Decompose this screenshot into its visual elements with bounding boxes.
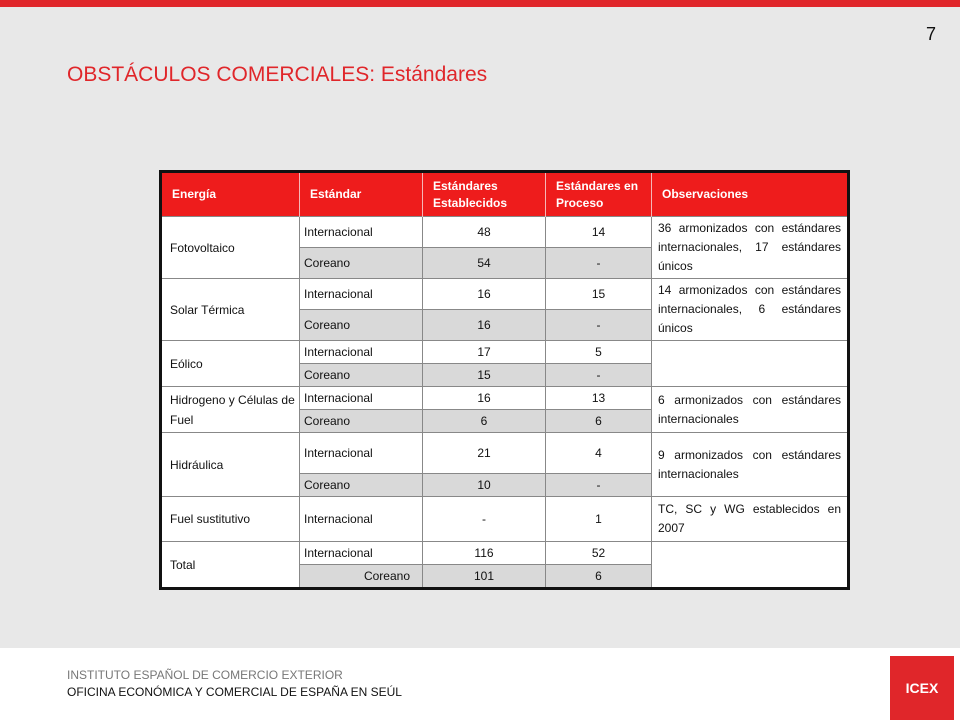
- established-cell: -: [423, 497, 546, 542]
- standard-cell: Coreano: [300, 474, 423, 497]
- standard-cell: Internacional: [300, 341, 423, 364]
- established-cell: 21: [423, 433, 546, 474]
- established-cell: 16: [423, 279, 546, 310]
- energy-cell: Fuel sustitutivo: [161, 497, 300, 542]
- table-row: [161, 341, 849, 364]
- in-process-cell: -: [546, 364, 652, 387]
- top-accent-bar: [0, 0, 960, 7]
- footer-institute: INSTITUTO ESPAÑOL DE COMERCIO EXTERIOR: [67, 668, 343, 682]
- observation-cell: 36 armonizados con estándares internacionales, 17 estándares únicos: [652, 217, 849, 279]
- standard-cell: Coreano: [300, 364, 423, 387]
- established-cell: 6: [423, 410, 546, 433]
- standard-cell: Internacional: [300, 387, 423, 410]
- in-process-cell: -: [546, 474, 652, 497]
- in-process-cell: 14: [546, 217, 652, 248]
- established-cell: 116: [423, 542, 546, 565]
- established-cell: 17: [423, 341, 546, 364]
- observation-cell: [652, 341, 849, 387]
- table-header-row: [161, 172, 849, 217]
- energy-cell: Hidráulica: [161, 433, 300, 497]
- table-row: [161, 497, 849, 542]
- observation-cell: 14 armonizados con estándares internacionales, 6 estándares únicos: [652, 279, 849, 341]
- column-header: Estándares Establecidos: [423, 172, 546, 217]
- in-process-cell: 52: [546, 542, 652, 565]
- in-process-cell: 15: [546, 279, 652, 310]
- energy-cell: Solar Térmica: [161, 279, 300, 341]
- icex-logo: ICEX: [890, 656, 954, 720]
- standard-cell: Internacional: [300, 542, 423, 565]
- column-header: Estándar: [300, 172, 423, 217]
- observation-cell: 9 armonizados con estándares internacionales: [652, 433, 849, 497]
- energy-cell: Hidrogeno y Células de Fuel: [161, 387, 300, 433]
- table-row: [161, 217, 849, 248]
- page-title: OBSTÁCULOS COMERCIALES: Estándares: [67, 63, 488, 86]
- table-row: [161, 279, 849, 310]
- standards-table: [159, 170, 850, 590]
- standard-cell: Internacional: [300, 279, 423, 310]
- in-process-cell: -: [546, 310, 652, 341]
- established-cell: 10: [423, 474, 546, 497]
- in-process-cell: -: [546, 248, 652, 279]
- table-row: [161, 387, 849, 410]
- established-cell: 101: [423, 565, 546, 589]
- column-header: Observaciones: [652, 172, 849, 217]
- established-cell: 16: [423, 310, 546, 341]
- footer: [0, 648, 960, 720]
- in-process-cell: 6: [546, 565, 652, 589]
- column-header: Estándares en Proceso: [546, 172, 652, 217]
- column-header: Energía: [161, 172, 300, 217]
- observation-cell: TC, SC y WG establecidos en 2007: [652, 497, 849, 542]
- in-process-cell: 1: [546, 497, 652, 542]
- in-process-cell: 5: [546, 341, 652, 364]
- standard-cell: Coreano: [300, 248, 423, 279]
- page-number: 7: [925, 24, 936, 44]
- in-process-cell: 4: [546, 433, 652, 474]
- established-cell: 15: [423, 364, 546, 387]
- table-row: [161, 542, 849, 565]
- standard-cell: Coreano: [300, 565, 423, 589]
- energy-cell: Total: [161, 542, 300, 589]
- established-cell: 48: [423, 217, 546, 248]
- table-row: [161, 433, 849, 474]
- established-cell: 54: [423, 248, 546, 279]
- standard-cell: Internacional: [300, 433, 423, 474]
- observation-cell: [652, 542, 849, 589]
- in-process-cell: 6: [546, 410, 652, 433]
- established-cell: 16: [423, 387, 546, 410]
- in-process-cell: 13: [546, 387, 652, 410]
- standard-cell: Internacional: [300, 497, 423, 542]
- footer-office: OFICINA ECONÓMICA Y COMERCIAL DE ESPAÑA EN SEÚL: [67, 685, 402, 699]
- energy-cell: Eólico: [161, 341, 300, 387]
- standard-cell: Coreano: [300, 310, 423, 341]
- standard-cell: Internacional: [300, 217, 423, 248]
- energy-cell: Fotovoltaico: [161, 217, 300, 279]
- observation-cell: 6 armonizados con estándares internacionales: [652, 387, 849, 433]
- standard-cell: Coreano: [300, 410, 423, 433]
